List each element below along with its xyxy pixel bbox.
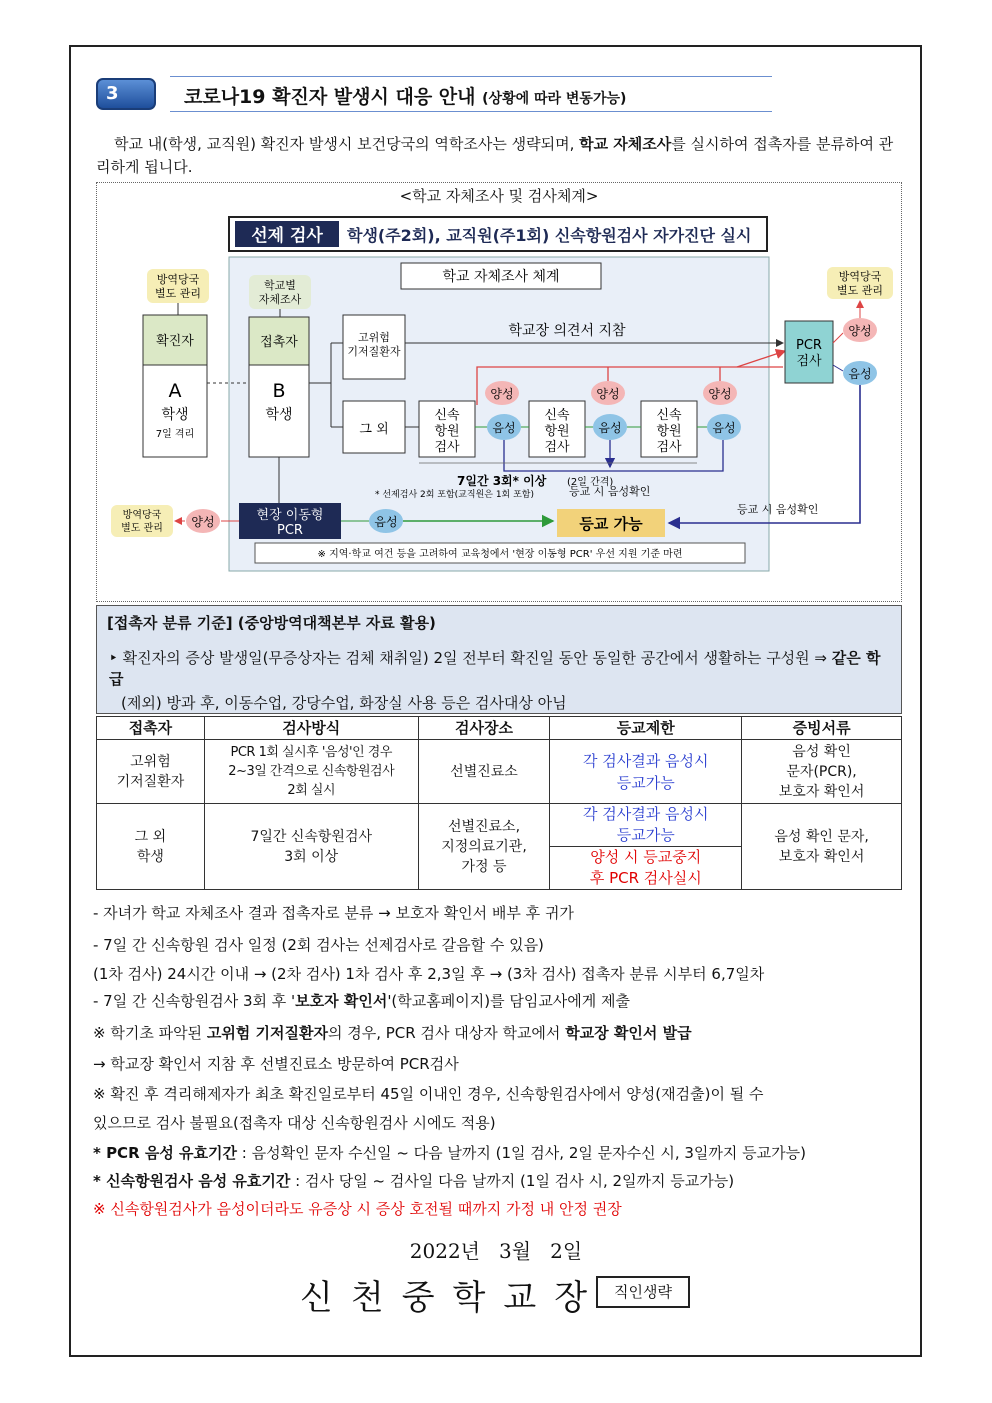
row2-limit-a (550, 804, 742, 847)
note-4 (93, 990, 630, 1011)
row2-place-l2: 지정의료기관, (441, 838, 527, 855)
row1-method-l1: PCR 1회 실시후 '음성'인 경우 (230, 745, 392, 760)
row2-docs-l2: 보호자 확인서 (778, 848, 865, 865)
a-student: 학생 (161, 407, 189, 423)
pcr-negative: 음성 (848, 367, 872, 381)
row1-docs-l3: 보호자 확인서 (778, 783, 865, 800)
mobile-pcr-l2: PCR (277, 523, 303, 538)
neg-confirm-2: 등교 시 음성확인 (737, 503, 819, 516)
row1-place: 선별진료소 (418, 740, 550, 804)
health-mgmt-bottom-l2: 별도 관리 (121, 523, 163, 534)
rat-2-l2: 항원 (544, 424, 570, 439)
rat-3-l3: 검사 (656, 440, 682, 455)
diagram-caption: <학교 자체조사 및 검사체계> (399, 187, 599, 205)
criteria-line1-bold: 같은 학급 (109, 649, 881, 688)
b-student: 학생 (265, 407, 293, 423)
note-5-bold: 고위험 기저질환자 (206, 1024, 328, 1042)
b-letter: B (272, 380, 286, 402)
health-mgmt-bottom-l1: 방역당국 (122, 510, 162, 521)
rat-group-3 (641, 401, 697, 457)
row2-limit-b-l2: 후 PCR 검사실시 (589, 869, 702, 887)
row2-place-l3: 가정 등 (461, 858, 507, 875)
pos-3: 양성 (708, 387, 732, 401)
header-limit: 등교제한 (550, 717, 742, 740)
banner-label: 선제 검사 (251, 226, 323, 246)
health-mgmt-left-l2: 별도 관리 (154, 287, 202, 300)
criteria-title: [접촉자 분류 기준] (중앙방역대책본부 자료 활용) (107, 614, 436, 632)
row1-limit (550, 740, 742, 804)
row1-limit-l2: 등교가능 (616, 773, 675, 792)
criteria-line1-text: ‣ 확진자의 증상 발생일(무증상자는 검체 채취일) 2일 전부터 확진일 동안 동일한 공간에서 생활하는 구성원 ⇒ (109, 649, 832, 667)
school-survey-l1: 학교별 (264, 279, 296, 292)
row1-type (97, 740, 205, 804)
row1-method (204, 740, 418, 804)
row2-type-l2: 학생 (136, 848, 164, 865)
seven-days-sub: (2일 간격) (567, 477, 614, 488)
heading-rule-top (170, 76, 772, 77)
pcr-l1: PCR (796, 338, 822, 353)
school-survey-l2: 자체조사 (258, 293, 302, 306)
row1-type-l1: 고위험 (130, 753, 171, 770)
a-letter: A (168, 380, 182, 402)
seven-days-label: 7일간 3회* 이상 (457, 474, 547, 488)
row2-limit-a-l2: 등교가능 (616, 826, 675, 844)
row2-method-l1: 7일간 신속항원검사 (250, 828, 372, 845)
diagram-canvas (97, 183, 903, 603)
row2-limit-a-l1: 각 검사결과 음성시 (583, 805, 709, 823)
a-isolation: 7일 격리 (155, 429, 195, 440)
note-10-bold: * 신속항원검사 음성 유효기간 (93, 1172, 291, 1190)
pcr-l2: 검사 (796, 354, 822, 369)
contact-table (96, 716, 902, 890)
mobile-negative: 음성 (374, 515, 398, 529)
health-mgmt-right-l2: 별도 관리 (836, 284, 884, 297)
pos-1: 양성 (490, 387, 514, 401)
mobile-positive: 양성 (191, 515, 215, 529)
intro-text-b: 를 실시하여 접촉자를 분류하여 관리하게 됩니다. (96, 135, 894, 176)
section-subtitle: (상황에 따라 변동가능) (482, 91, 627, 107)
rat-group-1 (419, 401, 475, 457)
row1-docs-l2: 문자(PCR), (786, 763, 857, 780)
neg-3: 음성 (712, 421, 736, 435)
system-title: 학교 자체조사 체계 (442, 269, 560, 285)
note-11: ※ 신속항원검사가 음성이더라도 유증상 시 증상 호전될 때까지 가정 내 안정 권장 (93, 1200, 622, 1218)
footnote: ※ 지역·학교 여건 등을 고려하여 교육청에서 '현장 이동형 PCR' 우선 지원 기준 마련 (317, 549, 683, 560)
others-label: 그 외 (359, 422, 389, 437)
note-9-bold: * PCR 음성 유효기간 (93, 1144, 238, 1162)
note-6: → 학교장 확인서 지참 후 선별진료소 방문하여 PCR검사 (93, 1055, 459, 1073)
issue-date: 2022년 3월 2일 (409, 1239, 583, 1263)
criteria-line1 (109, 648, 893, 690)
banner-text: 학생(주2회), 교직원(주1회) 신속항원검사 자가진단 실시 (347, 226, 752, 245)
table-row (97, 804, 902, 847)
row1-docs-l1: 음성 확인 (792, 743, 851, 760)
heading-rule-bottom (170, 111, 772, 112)
note-9 (93, 1142, 806, 1163)
table-row (97, 740, 902, 804)
note-2: - 7일 간 신속항원 검사 일정 (2회 검사는 선제검사로 갈음할 수 있음) (93, 936, 544, 954)
health-mgmt-left-l1: 방역당국 (156, 273, 200, 286)
criteria-line2: (제외) 방과 후, 이동수업, 강당수업, 화장실 사용 등은 검사대상 아님 (121, 694, 567, 712)
neg-1: 음성 (492, 421, 516, 435)
table-header-row (97, 717, 902, 740)
header-place: 검사장소 (418, 717, 550, 740)
header-method: 검사방식 (204, 717, 418, 740)
note-5-b: 의 경우, PCR 검사 대상자 학교에서 (327, 1024, 566, 1042)
intro-text-a: 학교 내(학생, 교직원) 확진자 발생시 보건당국의 역학조사는 생략되며, (114, 135, 580, 153)
row1-limit-l1: 각 검사결과 음성시 (583, 751, 709, 770)
note-5-bold2: 학교장 확인서 발급 (565, 1024, 692, 1042)
row2-docs-l1: 음성 확인 문자, (774, 828, 869, 845)
rat-group-2 (529, 401, 585, 457)
note-10-b: : 검사 당일 ~ 검사일 다음 날까지 (1일 검사 시, 2일까지 등교가능) (290, 1172, 735, 1190)
highrisk-l1: 고위험 (358, 331, 390, 344)
contact-label: 접촉자 (260, 335, 298, 350)
note-7: ※ 확진 후 격리해제자가 최초 확진일로부터 45일 이내인 경우, 신속항원검사에서 양성(재검출)이 될 수 (93, 1085, 764, 1103)
diagram-box (96, 182, 902, 602)
row2-limit-b (550, 847, 742, 890)
rat-2-l3: 검사 (544, 440, 570, 455)
header-contact: 접촉자 (97, 717, 205, 740)
note-first-test: * 선제검사 2회 포함(교직원은 1회 포함) (375, 490, 534, 500)
neg-confirm-1: 등교 시 음성확인 (569, 485, 651, 498)
rat-1-l1: 신속 (434, 408, 460, 423)
row1-docs (742, 740, 902, 804)
rat-3-l1: 신속 (656, 408, 682, 423)
rat-1-l3: 검사 (434, 440, 460, 455)
principal-note: 학교장 의견서 지참 (508, 323, 626, 339)
row2-limit-b-l1: 양성 시 등교중지 (590, 848, 702, 866)
note-1: - 자녀가 학교 자체조사 결과 접촉자로 분류 → 보호자 확인서 배부 후 귀가 (93, 904, 574, 922)
row2-place-l1: 선별진료소, (447, 818, 521, 835)
note-4-b: '(학교홈페이지)를 담임교사에게 제출 (387, 992, 631, 1010)
intro-text-bold: 학교 자체조사 (579, 135, 672, 153)
pcr-positive: 양성 (848, 324, 872, 338)
note-4-a: - 7일 간 신속항원검사 3회 후 ' (93, 992, 296, 1010)
row1-type-l2: 기저질환자 (116, 773, 185, 790)
row2-place (418, 804, 550, 890)
section-title (184, 82, 626, 109)
note-10 (93, 1170, 734, 1191)
rat-3-l2: 항원 (656, 424, 682, 439)
header-docs: 증빙서류 (742, 717, 902, 740)
section-heading (96, 76, 772, 112)
intro-paragraph (96, 133, 896, 179)
note-4-bold: 보호자 확인서 (295, 992, 388, 1010)
note-9-b: : 음성확인 문자 수신일 ~ 다음 날까지 (1일 검사, 2일 문자수신 시, 3일까지 등교가능) (237, 1144, 806, 1162)
row2-type (97, 804, 205, 890)
seal-omitted-box: 직인생략 (596, 1276, 690, 1308)
row2-type-l1: 그 외 (134, 828, 167, 845)
note-5-a: ※ 학기초 파악된 (93, 1024, 207, 1042)
pos-2: 양성 (596, 387, 620, 401)
mobile-pcr-l1: 현장 이동형 (256, 508, 324, 523)
criteria-box (96, 605, 902, 714)
row1-method-l3: 2회 실시 (287, 783, 335, 798)
attend-ok: 등교 가능 (579, 515, 643, 533)
note-3: (1차 검사) 24시간 이내 → (2차 검사) 1차 검사 후 2,3일 후 → (3차 검사) 접촉자 분류 시부터 6,7일차 (93, 965, 765, 983)
row2-method-l2: 3회 이상 (284, 848, 339, 865)
neg-2: 음성 (598, 421, 622, 435)
rat-2-l1: 신속 (544, 408, 570, 423)
note-5 (93, 1022, 692, 1043)
row2-method (204, 804, 418, 890)
row1-method-l2: 2~3일 간격으로 신속항원검사 (228, 764, 395, 779)
highrisk-l2: 기저질환자 (347, 345, 401, 358)
section-title-text: 코로나19 확진자 발생시 대응 안내 (184, 86, 476, 108)
note-8: 있으므로 검사 불필요(접촉자 대상 신속항원검사 시에도 적용) (93, 1114, 496, 1132)
row2-docs (742, 804, 902, 890)
confirmed-label: 확진자 (156, 334, 194, 349)
signer: 신천중학교장 (300, 1278, 606, 1318)
health-mgmt-right-l1: 방역당국 (838, 270, 882, 283)
section-number-badge: 3 (96, 78, 156, 110)
rat-1-l2: 항원 (434, 424, 460, 439)
